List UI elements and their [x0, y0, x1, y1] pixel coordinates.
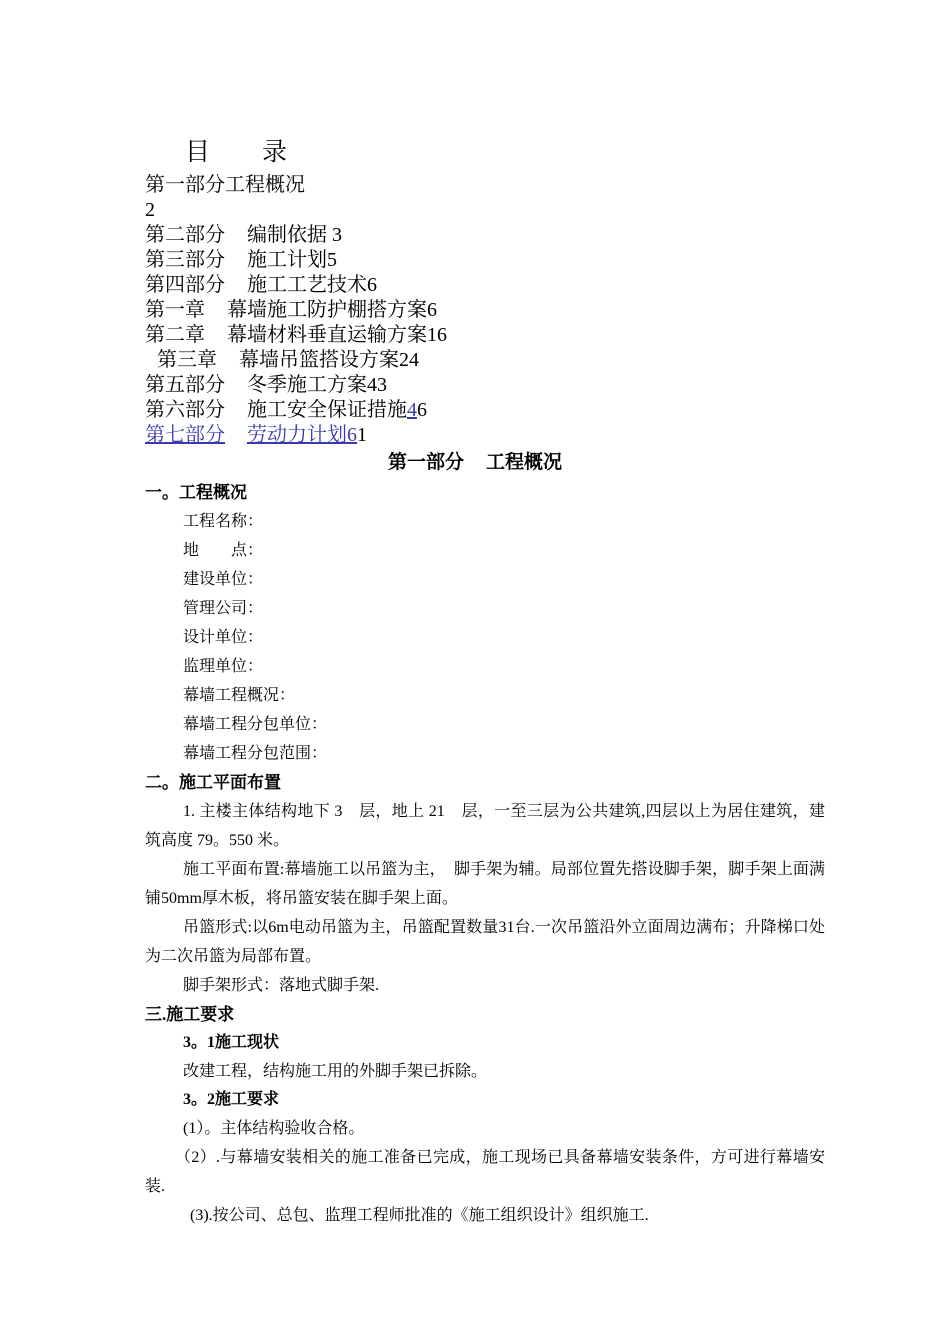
field-label: 幕墙工程概况：	[183, 687, 296, 704]
toc-page-link[interactable]: 6	[347, 424, 357, 446]
toc-title	[185, 132, 287, 168]
toc-item-link[interactable]: 第七部分 劳动力计划61	[145, 424, 367, 446]
section-heading: 二。施工平面布置	[145, 773, 281, 792]
subsection-heading: 3。1施工现状	[183, 1034, 280, 1051]
toc-item[interactable]: 第四部分 施工工艺技术6	[145, 274, 377, 296]
paragraph: 吊篮形式:以6m电动吊篮为主，吊篮配置数量31台.一次吊篮沿外立面周边满布；升降梯口处为二次吊篮为局部布置。	[145, 919, 825, 965]
paragraph: 改建工程，结构施工用的外脚手架已拆除。	[183, 1063, 488, 1080]
field-label: 管理公司：	[183, 600, 264, 617]
toc-item[interactable]: 第六部分 施工安全保证措施46	[145, 399, 427, 421]
field-label: 工程名称：	[183, 513, 264, 530]
paragraph: 1. 主楼主体结构地下 3 层，地上 21 层，一至三层为公共建筑,四层以上为居住建筑，建筑高度 79。550 米。	[145, 803, 825, 849]
toc-link-part7-label[interactable]: 劳动力计划	[247, 424, 347, 446]
section-heading: 一。工程概况	[145, 483, 247, 502]
toc-link-part7[interactable]: 第七部分	[145, 424, 225, 446]
toc-item[interactable]: 第二章 幕墙材料垂直运输方案16	[145, 324, 447, 346]
paragraph: 脚手架形式：落地式脚手架.	[183, 977, 380, 994]
field-label: 设计单位：	[183, 629, 264, 646]
toc-item-page: 2	[145, 199, 155, 221]
toc-item[interactable]: 第一部分工程概况	[145, 174, 305, 196]
toc-title-second-char: 录	[262, 139, 288, 166]
toc-page-link[interactable]: 4	[407, 399, 417, 421]
field-label: 地 点：	[183, 542, 264, 559]
toc-item[interactable]: 第二部分 编制依据 3	[145, 224, 342, 246]
field-label: 建设单位：	[183, 571, 264, 588]
section-heading: 三.施工要求	[145, 1005, 235, 1024]
paragraph: 施工平面布置:幕墙施工以吊篮为主， 脚手架为辅。局部位置先搭设脚手架，脚手架上面满铺50mm厚木板，将吊篮安装在脚手架上面。	[145, 861, 825, 907]
toc-item[interactable]: 第三章 幕墙吊篮搭设方案24	[157, 349, 419, 371]
toc-title-first-char: 目	[185, 139, 211, 166]
toc-item[interactable]: 第五部分 冬季施工方案43	[145, 374, 387, 396]
field-label: 监理单位：	[183, 658, 264, 675]
list-item: (3).按公司、总包、监理工程师批准的《施工组织设计》组织施工.	[190, 1207, 649, 1224]
toc-item[interactable]: 第三部分 施工计划5	[145, 249, 337, 271]
part-one-title: 第一部分 工程概况	[387, 452, 563, 473]
field-label: 幕墙工程分包单位：	[183, 716, 328, 733]
list-item: （2）.与幕墙安装相关的施工准备已完成，施工现场已具备幕墙安装条件，方可进行幕墙安装.	[145, 1149, 825, 1195]
document-body	[145, 478, 825, 1230]
toc-item[interactable]: 第一章 幕墙施工防护棚搭方案6	[145, 299, 437, 321]
subsection-heading: 3。2施工要求	[183, 1091, 280, 1108]
table-of-contents	[145, 173, 447, 448]
list-item: (1）。主体结构验收合格。	[183, 1120, 365, 1137]
field-label: 幕墙工程分包范围：	[183, 745, 328, 762]
